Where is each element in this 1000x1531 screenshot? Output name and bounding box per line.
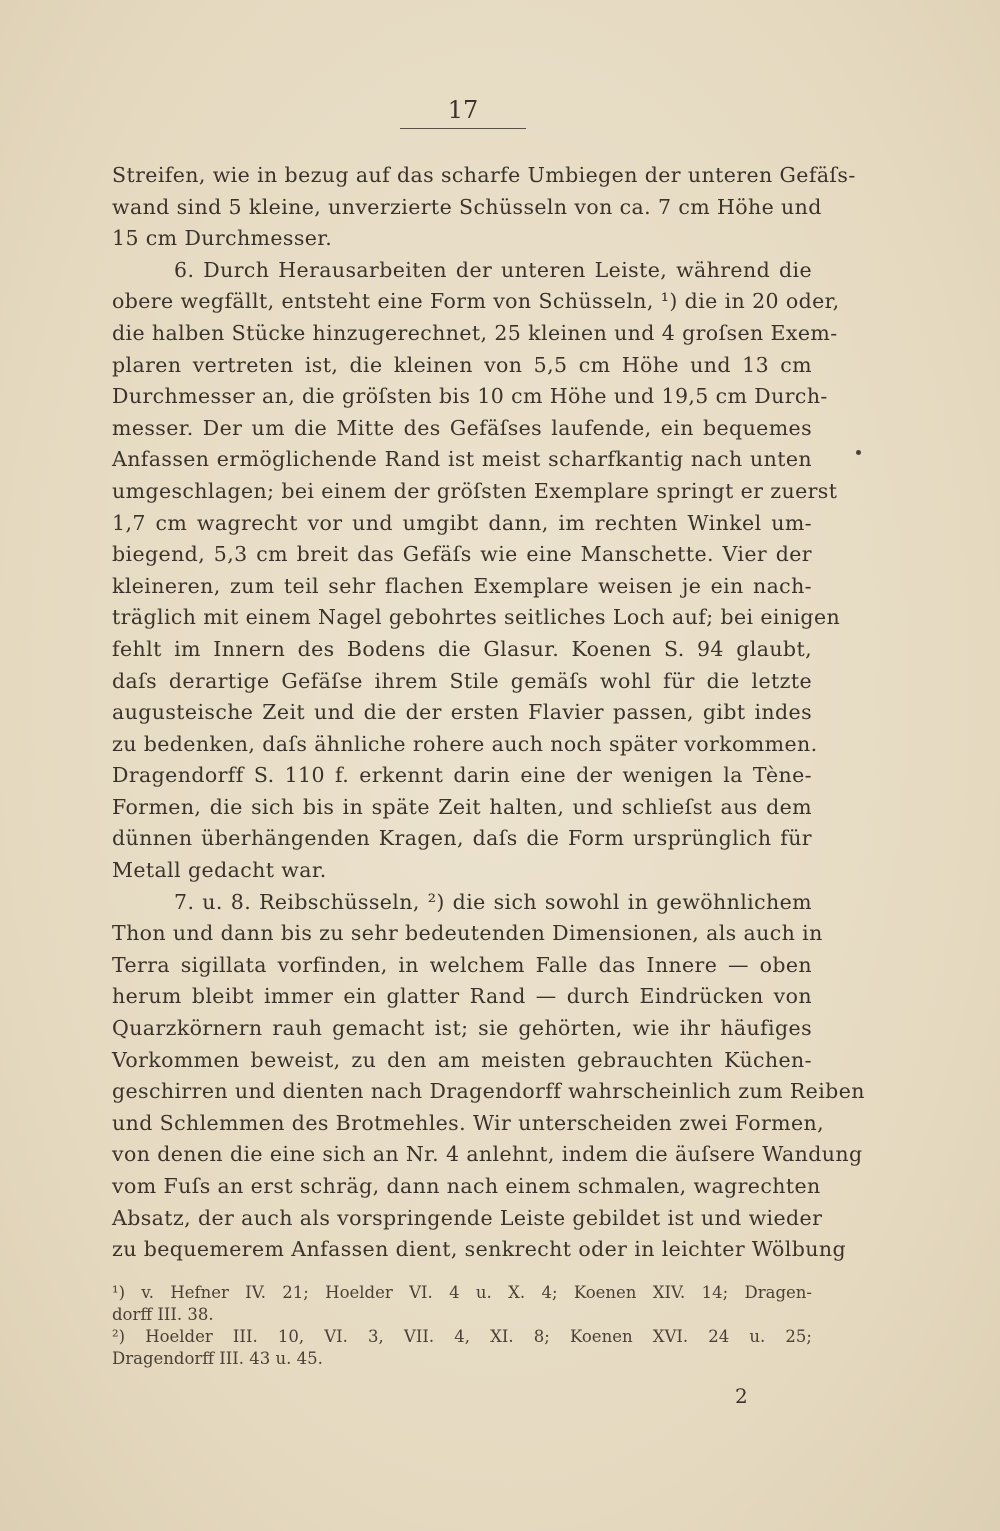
text-line: wand sind 5 kleine, unverzierte Schüsseln von ca. 7 cm Höhe und: [112, 194, 822, 219]
text-line: umgeschlagen; bei einem der gröſsten Exemplare springt er zuerst: [112, 478, 838, 503]
footnote-line: Dragendorff III. 43 u. 45.: [112, 1349, 323, 1368]
ink-dot: [856, 450, 861, 455]
text-line: Metall gedacht war.: [112, 858, 327, 883]
text-line: biegend, 5,3 cm breit das Gefäſs wie eine Manschette. Vier der: [112, 542, 812, 567]
text-line: Durchmesser an, die gröſsten bis 10 cm Höhe und 19,5 cm Durch-: [112, 384, 828, 409]
text-line: zu bedenken, daſs ähnliche rohere auch noch später vorkommen.: [112, 731, 818, 756]
page-number: 17: [447, 96, 479, 124]
text-line: Dragendorff S. 110 f. erkennt darin eine der wenigen la Tène-: [112, 763, 812, 788]
text-line: fehlt im Innern des Bodens die Glasur. Koenen S. 94 glaubt,: [112, 636, 812, 661]
text-line: zu bequemerem Anfassen dient, senkrecht oder in leichter Wölbung: [112, 1237, 846, 1262]
header-rule: [400, 128, 526, 129]
footnote-line: ²) Hoelder III. 10, VI. 3, VII. 4, XI. 8; Koenen XVI. 24 u. 25;: [112, 1327, 812, 1346]
text-line: plaren vertreten ist, die kleinen von 5,5 cm Höhe und 13 cm: [112, 352, 812, 377]
text-line: vom Fuſs an erst schräg, dann nach einem schmalen, wagrechten: [112, 1174, 821, 1198]
text-line: Terra sigillata vorfinden, in welchem Falle das Innere — oben: [112, 952, 812, 977]
text-line: messer. Der um die Mitte des Gefäſses laufende, ein bequemes: [112, 415, 812, 440]
text-line: 7. u. 8. Reibschüsseln, ²) die sich sowohl in gewöhnlichem: [174, 889, 812, 914]
text-line: kleineren, zum teil sehr flachen Exemplare weisen je ein nach-: [112, 573, 812, 598]
signature-mark: 2: [735, 1384, 748, 1408]
text-line: Quarzkörnern rauh gemacht ist; sie gehörten, wie ihr häufiges: [112, 1016, 812, 1041]
text-line: Streifen, wie in bezug auf das scharfe Umbiegen der unteren Gefäſs-: [112, 163, 856, 187]
text-line: herum bleibt immer ein glatter Rand — durch Eindrücken von: [112, 984, 812, 1009]
body-text: [112, 160, 865, 1266]
text-line: Absatz, der auch als vorspringende Leiste gebildet ist und wieder: [112, 1205, 823, 1230]
text-line: 1,7 cm wagrecht vor und umgibt dann, im rechten Winkel um-: [112, 510, 812, 535]
text-line: daſs derartige Gefäſse ihrem Stile gemäſs wohl für die letzte: [112, 668, 812, 693]
text-line: und Schlemmen des Brotmehles. Wir unterscheiden zwei Formen,: [112, 1110, 825, 1135]
text-line: Vorkommen beweist, zu den am meisten gebrauchten Küchen-: [112, 1047, 812, 1072]
footnote-line: dorff III. 38.: [112, 1305, 214, 1324]
text-line: 15 cm Durchmesser.: [112, 226, 333, 251]
text-line: obere wegfällt, entsteht eine Form von Schüsseln, ¹) die in 20 oder,: [112, 289, 840, 314]
text-line: Formen, die sich bis in späte Zeit halten, und schlieſst aus dem: [112, 794, 812, 819]
text-line: von denen die eine sich an Nr. 4 anlehnt, indem die äuſsere Wandung: [112, 1142, 863, 1167]
text-line: geschirren und dienten nach Dragendorff wahrscheinlich zum Reiben: [112, 1079, 865, 1104]
text-line: augusteische Zeit und die der ersten Flavier passen, gibt indes: [112, 700, 812, 725]
text-line: dünnen überhängenden Kragen, daſs die Form ursprünglich für: [112, 826, 812, 851]
text-line: 6. Durch Herausarbeiten der unteren Leiste, während die: [174, 257, 812, 282]
footnote-line: ¹) v. Hefner IV. 21; Hoelder VI. 4 u. X. 4; Koenen XIV. 14; Dragen-: [112, 1283, 812, 1302]
text-line: die halben Stücke hinzugerechnet, 25 kleinen und 4 groſsen Exem-: [112, 320, 838, 345]
text-line: träglich mit einem Nagel gebohrtes seitliches Loch auf; bei einigen: [112, 605, 841, 630]
footnotes: [112, 1282, 812, 1370]
text-line: Anfassen ermöglichende Rand ist meist scharfkantig nach unten: [112, 447, 812, 472]
text-line: Thon und dann bis zu sehr bedeutenden Dimensionen, als auch in: [112, 921, 823, 946]
